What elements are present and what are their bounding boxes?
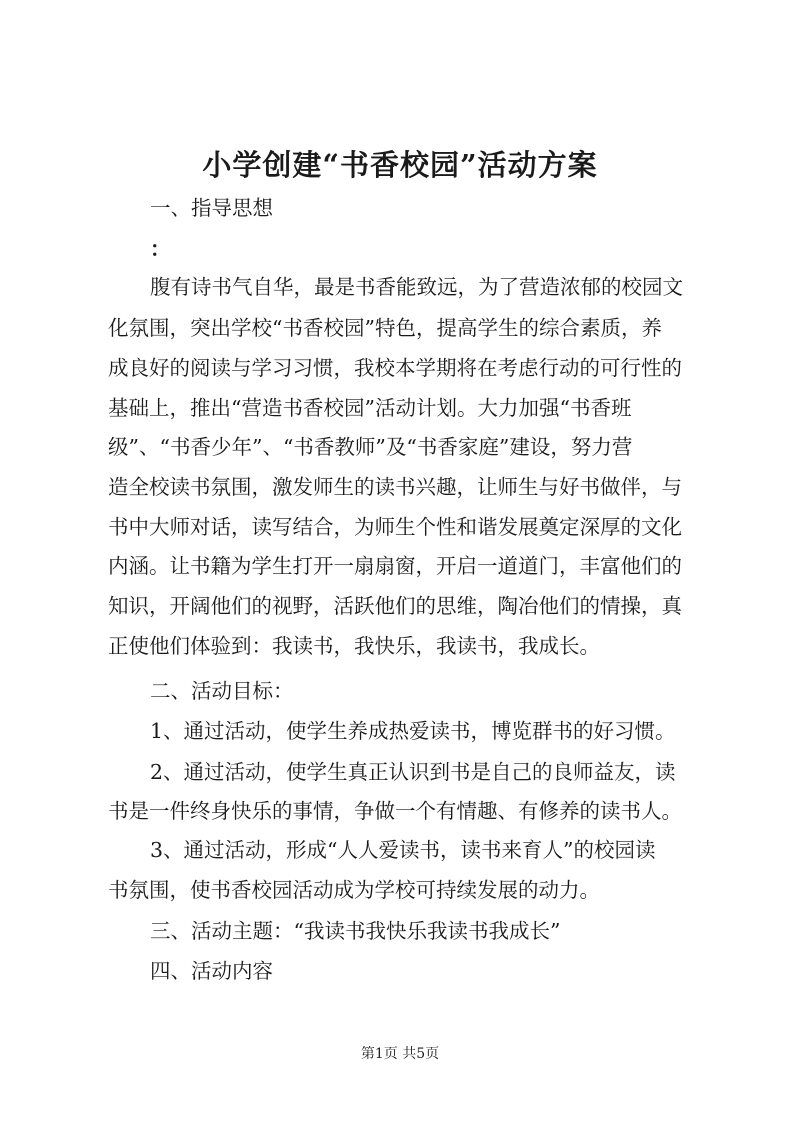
section-heading-guiding-ideology: 一、指导思想 [150, 196, 273, 220]
paragraph-line: 知识，开阔他们的视野，活跃他们的思维，陶冶他们的情操，真 [108, 594, 682, 618]
paragraph-line: 正使他们体验到：我读书，我快乐，我读书，我成长。 [108, 634, 600, 658]
paragraph-line: 化氛围，突出学校“书香校园”特色，提高学生的综合素质，养 [108, 316, 662, 340]
paragraph-line: 造全校读书氛围，激发师生的读书兴趣，让师生与好书做伴，与 [108, 475, 682, 499]
goal-item-2-line: 2、通过活动，使学生真正认识到书是自己的良师益友，读 [150, 760, 676, 784]
goal-item-1: 1、通过活动，使学生养成热爱读书，博览群书的好习惯。 [150, 719, 676, 743]
paragraph-line: 腹有诗书气自华，最是书香能致远，为了营造浓郁的校园文 [150, 275, 683, 299]
section-heading-activity-goals: 二、活动目标： [150, 679, 294, 703]
goal-item-3-line: 书氛围，使书香校园活动成为学校可持续发展的动力。 [108, 878, 600, 902]
goal-item-2-line: 书是一件终身快乐的事情，争做一个有情趣、有修养的读书人。 [108, 799, 682, 823]
paragraph-line: 书中大师对话，读写结合，为师生个性和谐发展奠定深厚的文化 [108, 515, 682, 539]
page-footer: 第1页 共5页 [360, 1046, 440, 1062]
paragraph-line: 基础上，推出“营造书香校园”活动计划。大力加强“书香班 [108, 396, 632, 420]
document-title: 小学创建“书香校园”活动方案 [202, 148, 598, 182]
section-colon: ： [150, 237, 171, 261]
section-heading-activity-content: 四、活动内容 [150, 959, 273, 983]
section-heading-activity-theme: 三、活动主题：“我读书我快乐我读书我成长” [150, 919, 561, 943]
paragraph-line: 内涵。让书籍为学生打开一扇扇窗，开启一道道门，丰富他们的 [108, 554, 682, 578]
goal-item-3-line: 3、通过活动，形成“人人爱读书，读书来育人”的校园读 [150, 838, 656, 862]
paragraph-line: 成良好的阅读与学习习惯，我校本学期将在考虑行动的可行性的 [108, 356, 682, 380]
paragraph-line: 级”、“书香少年”、“书香教师”及“书香家庭”建设，努力营 [108, 435, 633, 459]
